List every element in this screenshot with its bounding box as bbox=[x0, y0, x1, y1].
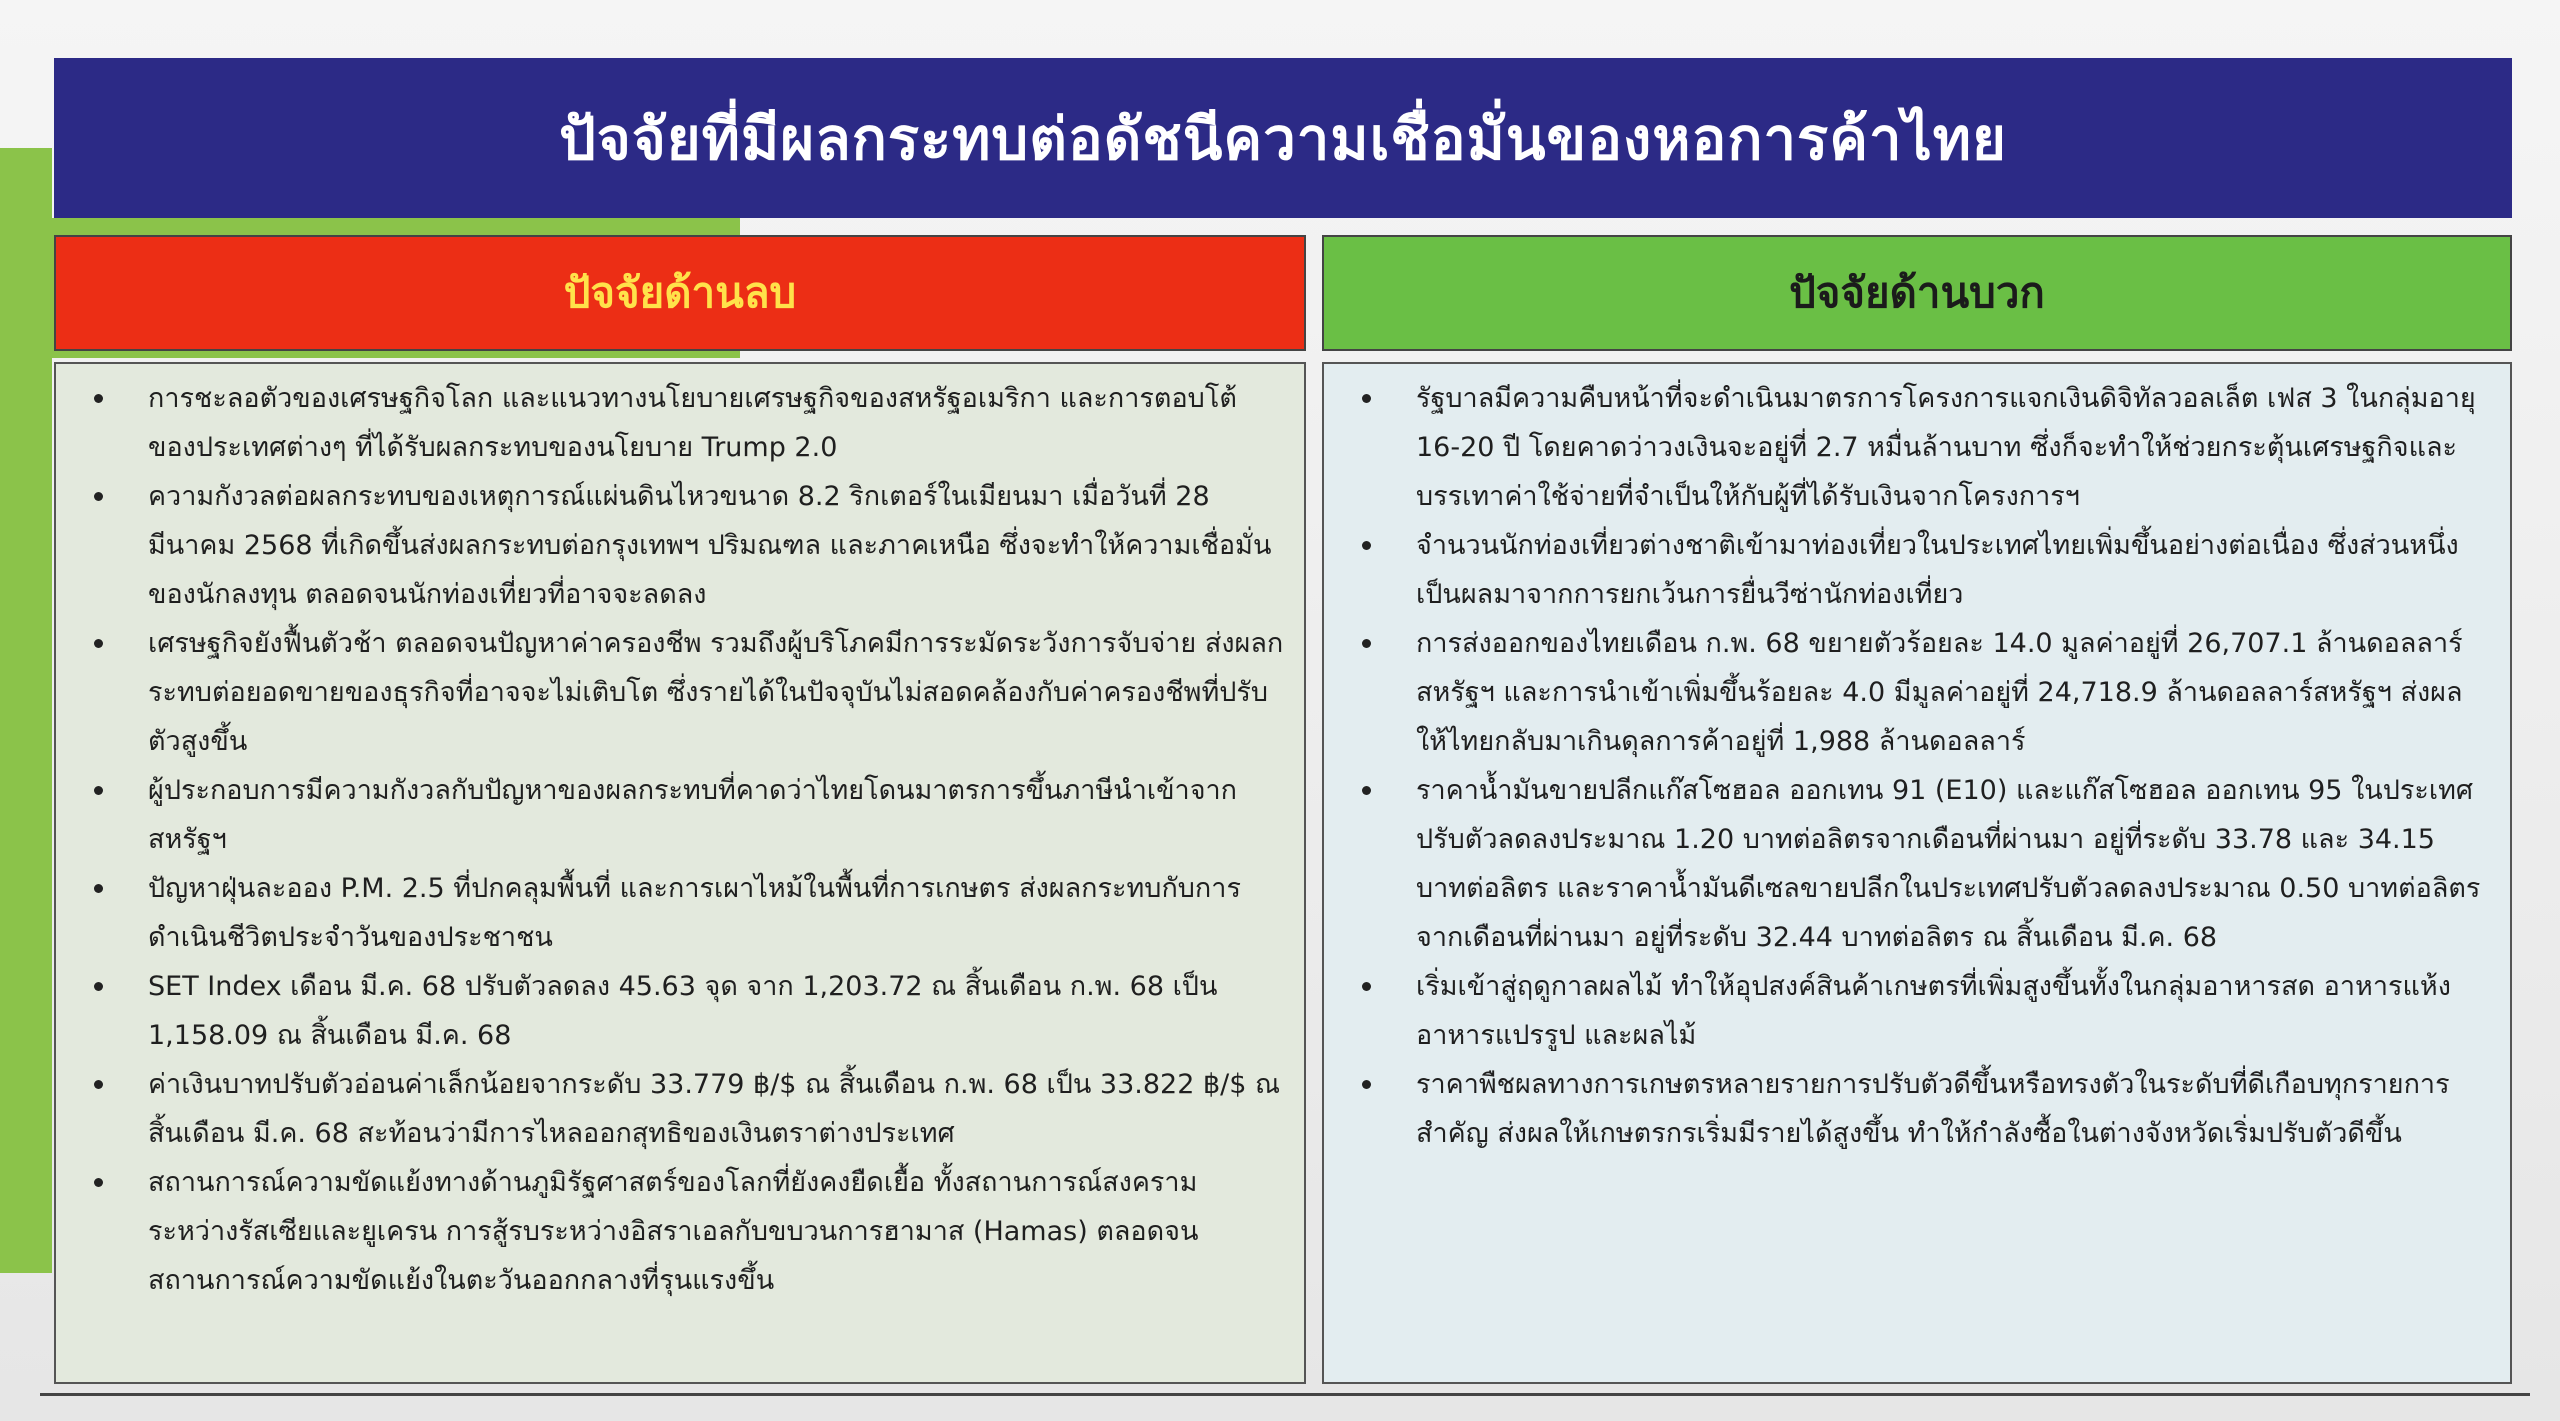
list-item-text: SET Index เดือน มี.ค. 68 ปรับตัวลดลง 45.63 จุด จาก 1,203.72 ณ สิ้นเดือน ก.พ. 68 เป็น 1,158.09 ณ สิ้นเดือน มี.ค. 68 bbox=[148, 971, 1218, 1051]
divider bbox=[40, 1393, 2530, 1396]
list-item-text: รัฐบาลมีความคืบหน้าที่จะดำเนินมาตรการโครงการแจกเงินดิจิทัลวอลเล็ต เฟส 3 ในกลุ่มอายุ 16-20 ปี โดยคาดว่าวงเงินจะอยู่ที่ 2.7 หมื่นล้านบาท ซึ่งก็จะทำให้ช่วยกระตุ้นเศรษฐกิจและบรรเทาค่าใช้จ่ายที่จำเป็นให้กับผู้ที่ได้รับเงินจากโครงการฯ bbox=[1416, 383, 2476, 512]
bullet-icon bbox=[94, 1080, 103, 1089]
bullet-icon bbox=[1362, 786, 1371, 795]
list-item-text: เริ่มเข้าสู่ฤดูกาลผลไม้ ทำให้อุปสงค์สินค้าเกษตรที่เพิ่มสูงขึ้นทั้งในกลุ่มอาหารสด อาหารแห้ง อาหารแปรรูป และผลไม้ bbox=[1416, 971, 2451, 1051]
positive-list bbox=[1344, 374, 2490, 1158]
list-item bbox=[76, 766, 1284, 864]
negative-heading: ปัจจัยด้านลบ bbox=[563, 268, 797, 317]
positive-header bbox=[1322, 235, 2512, 351]
bullet-icon bbox=[94, 639, 103, 648]
list-item bbox=[76, 864, 1284, 962]
list-item-text: การชะลอตัวของเศรษฐกิจโลก และแนวทางนโยบายเศรษฐกิจของสหรัฐอเมริกา และการตอบโต้ของประเทศต่างๆ ที่ได้รับผลกระทบของนโยบาย Trump 2.0 bbox=[148, 383, 1237, 463]
list-item-text: ผู้ประกอบการมีความกังวลกับปัญหาของผลกระทบที่คาดว่าไทยโดนมาตรการขึ้นภาษีนำเข้าจากสหรัฐฯ bbox=[148, 775, 1238, 855]
list-item bbox=[76, 619, 1284, 766]
list-item-text: สถานการณ์ความขัดแย้งทางด้านภูมิรัฐศาสตร์ของโลกที่ยังคงยืดเยื้อ ทั้งสถานการณ์สงครามระหว่างรัสเซียและยูเครน การสู้รบระหว่างอิสราเอลกับขบวนการฮามาส (Hamas) ตลอดจนสถานการณ์ความขัดแย้งในตะวันออกกลางที่รุนแรงขึ้น bbox=[148, 1167, 1199, 1296]
bullet-icon bbox=[94, 786, 103, 795]
slide-title: ปัจจัยที่มีผลกระทบต่อดัชนีความเชื่อมั่นของหอการค้าไทย bbox=[559, 104, 2007, 173]
list-item-text: ราคาพืชผลทางการเกษตรหลายรายการปรับตัวดีขึ้นหรือทรงตัวในระดับที่ดีเกือบทุกรายการสำคัญ ส่งผลให้เกษตรกรเริ่มมีรายได้สูงขึ้น ทำให้กำลังซื้อในต่างจังหวัดเริ่มปรับตัวดีขึ้น bbox=[1416, 1069, 2450, 1149]
list-item-text: ค่าเงินบาทปรับตัวอ่อนค่าเล็กน้อยจากระดับ 33.779 ฿/$ ณ สิ้นเดือน ก.พ. 68 เป็น 33.822 ฿/$ ณ สิ้นเดือน มี.ค. 68 สะท้อนว่ามีการไหลออกสุทธิของเงินตราต่างประเทศ bbox=[148, 1069, 1281, 1149]
positive-panel bbox=[1322, 362, 2512, 1384]
bullet-icon bbox=[1362, 639, 1371, 648]
list-item bbox=[76, 1060, 1284, 1158]
bullet-icon bbox=[94, 492, 103, 501]
bullet-icon bbox=[1362, 1080, 1371, 1089]
list-item-text: ราคาน้ำมันขายปลีกแก๊สโซฮอล ออกเทน 91 (E10) และแก๊สโซฮอล ออกเทน 95 ในประเทศปรับตัวลดลงประมาณ 1.20 บาทต่อลิตรจากเดือนที่ผ่านมา อยู่ที่ระดับ 33.78 และ 34.15 บาทต่อลิตร และราคาน้ำมันดีเซลขายปลีกในประเทศปรับตัวลดลงประมาณ 0.50 บาทต่อลิตรจากเดือนที่ผ่านมา อยู่ที่ระดับ 32.44 บาทต่อลิตร ณ สิ้นเดือน มี.ค. 68 bbox=[1416, 775, 2481, 953]
list-item-text: ปัญหาฝุ่นละออง P.M. 2.5 ที่ปกคลุมพื้นที่ และการเผาไหม้ในพื้นที่การเกษตร ส่งผลกระทบกับการดำเนินชีวิตประจำวันของประชาชน bbox=[148, 873, 1241, 953]
bullet-icon bbox=[94, 394, 103, 403]
list-item-text: ความกังวลต่อผลกระทบของเหตุการณ์แผ่นดินไหวขนาด 8.2 ริกเตอร์ในเมียนมา เมื่อวันที่ 28 มีนาคม 2568 ที่เกิดขึ้นส่งผลกระทบต่อกรุงเทพฯ ปริมณฑล และภาคเหนือ ซึ่งจะทำให้ความเชื่อมั่นของนักลงทุน ตลอดจนนักท่องเที่ยวที่อาจจะลดลง bbox=[148, 481, 1272, 610]
list-item-text: จำนวนนักท่องเที่ยวต่างชาติเข้ามาท่องเที่ยวในประเทศไทยเพิ่มขึ้นอย่างต่อเนื่อง ซึ่งส่วนหนึ่งเป็นผลมาจากการยกเว้นการยื่นวีซ่านักท่องเที่ยว bbox=[1416, 530, 2459, 610]
bullet-icon bbox=[94, 982, 103, 991]
bullet-icon bbox=[1362, 982, 1371, 991]
list-item bbox=[1344, 962, 2490, 1060]
bullet-icon bbox=[94, 884, 103, 893]
bullet-icon bbox=[1362, 394, 1371, 403]
list-item-text: การส่งออกของไทยเดือน ก.พ. 68 ขยายตัวร้อยละ 14.0 มูลค่าอยู่ที่ 26,707.1 ล้านดอลลาร์สหรัฐฯ และการนำเข้าเพิ่มขึ้นร้อยละ 4.0 มีมูลค่าอยู่ที่ 24,718.9 ล้านดอลลาร์สหรัฐฯ ส่งผลให้ไทยกลับมาเกินดุลการค้าอยู่ที่ 1,988 ล้านดอลลาร์ bbox=[1416, 628, 2463, 757]
list-item bbox=[76, 962, 1284, 1060]
negative-header bbox=[54, 235, 1306, 351]
bullet-icon bbox=[94, 1178, 103, 1187]
list-item bbox=[1344, 766, 2490, 962]
list-item bbox=[1344, 521, 2490, 619]
list-item bbox=[1344, 619, 2490, 766]
negative-list bbox=[76, 374, 1284, 1305]
negative-panel bbox=[54, 362, 1306, 1384]
list-item-text: เศรษฐกิจยังฟื้นตัวช้า ตลอดจนปัญหาค่าครองชีพ รวมถึงผู้บริโภคมีการระมัดระวังการจับจ่าย ส่งผลกระทบต่อยอดขายของธุรกิจที่อาจจะไม่เติบโต ซึ่งรายได้ในปัจจุบันไม่สอดคล้องกับค่าครองชีพที่ปรับตัวสูงขึ้น bbox=[148, 628, 1284, 757]
bullet-icon bbox=[1362, 541, 1371, 550]
list-item bbox=[1344, 1060, 2490, 1158]
list-item bbox=[76, 374, 1284, 472]
positive-heading: ปัจจัยด้านบวก bbox=[1789, 268, 2045, 317]
list-item bbox=[76, 1158, 1284, 1305]
list-item bbox=[76, 472, 1284, 619]
title-bar bbox=[54, 58, 2512, 218]
list-item bbox=[1344, 374, 2490, 521]
